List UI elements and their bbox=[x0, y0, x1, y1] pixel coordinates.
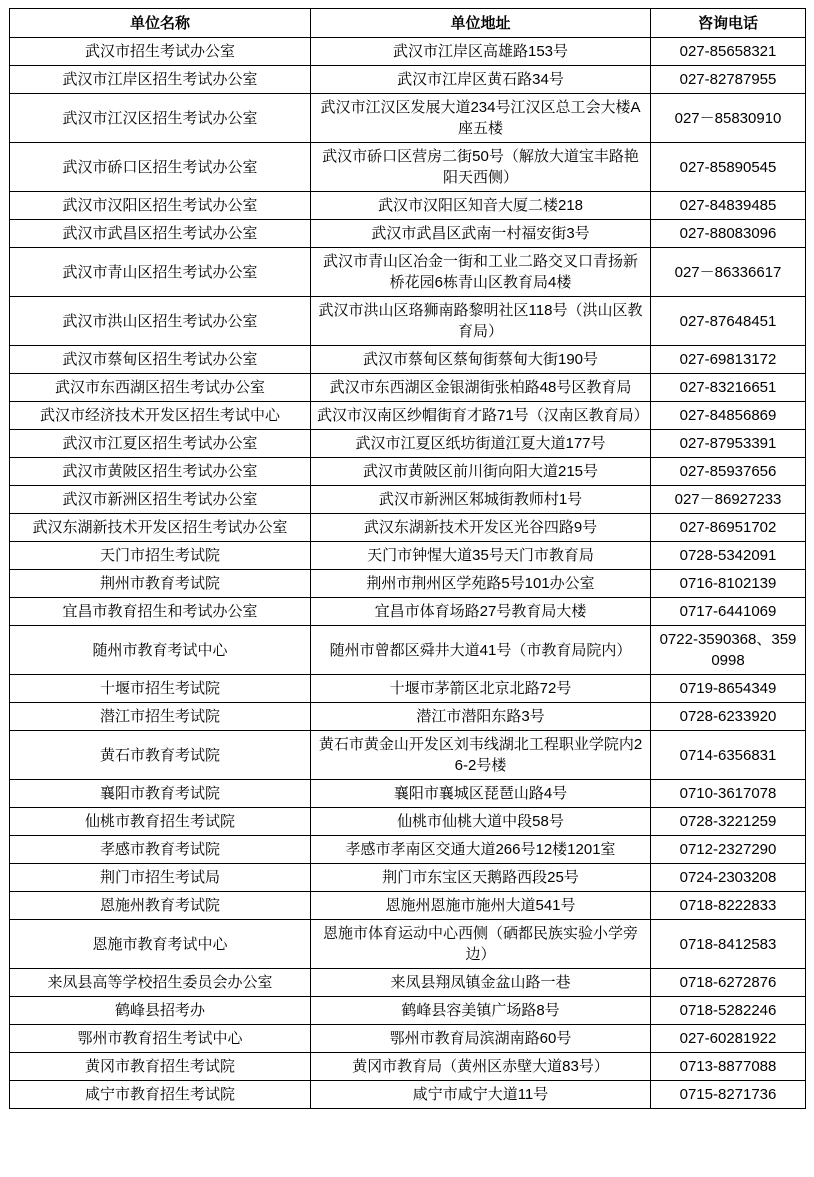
unit-name-cell: 武汉市汉阳区招生考试办公室 bbox=[10, 192, 311, 220]
unit-name-cell: 潜江市招生考试院 bbox=[10, 703, 311, 731]
unit-address-cell: 十堰市茅箭区北京北路72号 bbox=[311, 675, 651, 703]
table-row bbox=[10, 514, 806, 542]
phone-cell: 0728-6233920 bbox=[651, 703, 806, 731]
table-row bbox=[10, 143, 806, 192]
table-row bbox=[10, 66, 806, 94]
phone-cell: 0724-2303208 bbox=[651, 864, 806, 892]
phone-cell: 0718-8412583 bbox=[651, 920, 806, 969]
unit-name-cell: 襄阳市教育考试院 bbox=[10, 780, 311, 808]
table-row bbox=[10, 808, 806, 836]
phone-cell: 027-86951702 bbox=[651, 514, 806, 542]
unit-address-cell: 武汉市硚口区营房二街50号（解放大道宝丰路艳阳天西侧） bbox=[311, 143, 651, 192]
contact-table bbox=[9, 8, 806, 1109]
phone-cell: 0714-6356831 bbox=[651, 731, 806, 780]
phone-cell: 0719-8654349 bbox=[651, 675, 806, 703]
table-row bbox=[10, 1025, 806, 1053]
unit-name-cell: 武汉市经济技术开发区招生考试中心 bbox=[10, 402, 311, 430]
unit-name-cell: 黄石市教育考试院 bbox=[10, 731, 311, 780]
table-row bbox=[10, 94, 806, 143]
unit-name-cell: 武汉市黄陂区招生考试办公室 bbox=[10, 458, 311, 486]
phone-cell: 027－86336617 bbox=[651, 248, 806, 297]
unit-name-cell: 孝感市教育考试院 bbox=[10, 836, 311, 864]
table-row bbox=[10, 458, 806, 486]
phone-cell: 027-82787955 bbox=[651, 66, 806, 94]
unit-address-cell: 孝感市孝南区交通大道266号12楼1201室 bbox=[311, 836, 651, 864]
unit-address-cell: 来凤县翔凤镇金盆山路一巷 bbox=[311, 969, 651, 997]
table-row bbox=[10, 598, 806, 626]
phone-cell: 027-85658321 bbox=[651, 38, 806, 66]
phone-cell: 0718-6272876 bbox=[651, 969, 806, 997]
unit-address-cell: 宜昌市体育场路27号教育局大楼 bbox=[311, 598, 651, 626]
unit-address-cell: 荆州市荆州区学苑路5号101办公室 bbox=[311, 570, 651, 598]
phone-cell: 0722-3590368、3590998 bbox=[651, 626, 806, 675]
table-row bbox=[10, 570, 806, 598]
unit-address-cell: 天门市钟惺大道35号天门市教育局 bbox=[311, 542, 651, 570]
table-row bbox=[10, 486, 806, 514]
unit-address-cell: 武汉市汉南区纱帽街育才路71号（汉南区教育局） bbox=[311, 402, 651, 430]
header-unit-address: 单位地址 bbox=[311, 9, 651, 38]
table-header bbox=[10, 9, 806, 38]
unit-address-cell: 鹤峰县容美镇广场路8号 bbox=[311, 997, 651, 1025]
table-row bbox=[10, 626, 806, 675]
unit-address-cell: 武汉市黄陂区前川街向阳大道215号 bbox=[311, 458, 651, 486]
unit-address-cell: 武汉市青山区冶金一街和工业二路交叉口青扬新桥花园6栋青山区教育局4楼 bbox=[311, 248, 651, 297]
phone-cell: 027-84856869 bbox=[651, 402, 806, 430]
table-row bbox=[10, 1053, 806, 1081]
phone-cell: 027-87648451 bbox=[651, 297, 806, 346]
unit-name-cell: 天门市招生考试院 bbox=[10, 542, 311, 570]
unit-address-cell: 武汉市江岸区高雄路153号 bbox=[311, 38, 651, 66]
table-row bbox=[10, 969, 806, 997]
unit-name-cell: 来凤县高等学校招生委员会办公室 bbox=[10, 969, 311, 997]
table-row bbox=[10, 892, 806, 920]
unit-address-cell: 荆门市东宝区天鹅路西段25号 bbox=[311, 864, 651, 892]
phone-cell: 027－85830910 bbox=[651, 94, 806, 143]
phone-cell: 027-87953391 bbox=[651, 430, 806, 458]
phone-cell: 027-60281922 bbox=[651, 1025, 806, 1053]
phone-cell: 0712-2327290 bbox=[651, 836, 806, 864]
phone-cell: 027-85890545 bbox=[651, 143, 806, 192]
unit-address-cell: 咸宁市咸宁大道11号 bbox=[311, 1081, 651, 1109]
unit-name-cell: 鄂州市教育招生考试中心 bbox=[10, 1025, 311, 1053]
phone-cell: 027-85937656 bbox=[651, 458, 806, 486]
unit-address-cell: 随州市曾都区舜井大道41号（市教育局院内） bbox=[311, 626, 651, 675]
header-phone: 咨询电话 bbox=[651, 9, 806, 38]
unit-address-cell: 仙桃市仙桃大道中段58号 bbox=[311, 808, 651, 836]
table-row bbox=[10, 297, 806, 346]
unit-name-cell: 荆门市招生考试局 bbox=[10, 864, 311, 892]
table-row bbox=[10, 920, 806, 969]
header-unit-name: 单位名称 bbox=[10, 9, 311, 38]
phone-cell: 0716-8102139 bbox=[651, 570, 806, 598]
unit-name-cell: 武汉市武昌区招生考试办公室 bbox=[10, 220, 311, 248]
unit-address-cell: 鄂州市教育局滨湖南路60号 bbox=[311, 1025, 651, 1053]
unit-name-cell: 恩施州教育考试院 bbox=[10, 892, 311, 920]
unit-address-cell: 黄冈市教育局（黄州区赤壁大道83号） bbox=[311, 1053, 651, 1081]
unit-address-cell: 武汉市洪山区珞狮南路黎明社区118号（洪山区教育局） bbox=[311, 297, 651, 346]
unit-name-cell: 武汉市硚口区招生考试办公室 bbox=[10, 143, 311, 192]
phone-cell: 027-69813172 bbox=[651, 346, 806, 374]
unit-name-cell: 荆州市教育考试院 bbox=[10, 570, 311, 598]
phone-cell: 0710-3617078 bbox=[651, 780, 806, 808]
unit-name-cell: 武汉市江夏区招生考试办公室 bbox=[10, 430, 311, 458]
table-row bbox=[10, 864, 806, 892]
phone-cell: 0717-6441069 bbox=[651, 598, 806, 626]
unit-address-cell: 武汉市江汉区发展大道234号江汉区总工会大楼A座五楼 bbox=[311, 94, 651, 143]
table-row bbox=[10, 220, 806, 248]
unit-name-cell: 武汉市江汉区招生考试办公室 bbox=[10, 94, 311, 143]
unit-address-cell: 武汉市武昌区武南一村福安街3号 bbox=[311, 220, 651, 248]
unit-address-cell: 武汉市江岸区黄石路34号 bbox=[311, 66, 651, 94]
phone-cell: 0715-8271736 bbox=[651, 1081, 806, 1109]
unit-name-cell: 黄冈市教育招生考试院 bbox=[10, 1053, 311, 1081]
unit-name-cell: 武汉市蔡甸区招生考试办公室 bbox=[10, 346, 311, 374]
phone-cell: 0718-5282246 bbox=[651, 997, 806, 1025]
phone-cell: 0728-3221259 bbox=[651, 808, 806, 836]
phone-cell: 027-84839485 bbox=[651, 192, 806, 220]
unit-address-cell: 潜江市潜阳东路3号 bbox=[311, 703, 651, 731]
unit-name-cell: 武汉市新洲区招生考试办公室 bbox=[10, 486, 311, 514]
phone-cell: 0718-8222833 bbox=[651, 892, 806, 920]
table-row bbox=[10, 248, 806, 297]
table-row bbox=[10, 542, 806, 570]
table-row bbox=[10, 374, 806, 402]
phone-cell: 027-83216651 bbox=[651, 374, 806, 402]
unit-name-cell: 十堰市招生考试院 bbox=[10, 675, 311, 703]
table-row bbox=[10, 38, 806, 66]
phone-cell: 0713-8877088 bbox=[651, 1053, 806, 1081]
table-row bbox=[10, 402, 806, 430]
table-row bbox=[10, 430, 806, 458]
unit-name-cell: 武汉市东西湖区招生考试办公室 bbox=[10, 374, 311, 402]
table-body bbox=[10, 38, 806, 1109]
unit-address-cell: 武汉市蔡甸区蔡甸街蔡甸大街190号 bbox=[311, 346, 651, 374]
unit-address-cell: 黄石市黄金山开发区刘韦线湖北工程职业学院内26-2号楼 bbox=[311, 731, 651, 780]
phone-cell: 027-88083096 bbox=[651, 220, 806, 248]
table-row bbox=[10, 836, 806, 864]
header-row bbox=[10, 9, 806, 38]
unit-name-cell: 随州市教育考试中心 bbox=[10, 626, 311, 675]
phone-cell: 027－86927233 bbox=[651, 486, 806, 514]
unit-name-cell: 鹤峰县招考办 bbox=[10, 997, 311, 1025]
unit-name-cell: 恩施市教育考试中心 bbox=[10, 920, 311, 969]
unit-address-cell: 襄阳市襄城区琵琶山路4号 bbox=[311, 780, 651, 808]
unit-name-cell: 武汉市招生考试办公室 bbox=[10, 38, 311, 66]
unit-address-cell: 武汉市东西湖区金银湖街张柏路48号区教育局 bbox=[311, 374, 651, 402]
unit-name-cell: 武汉市江岸区招生考试办公室 bbox=[10, 66, 311, 94]
unit-address-cell: 武汉市江夏区纸坊街道江夏大道177号 bbox=[311, 430, 651, 458]
unit-address-cell: 武汉市汉阳区知音大厦二楼218 bbox=[311, 192, 651, 220]
table-row bbox=[10, 675, 806, 703]
unit-name-cell: 武汉市洪山区招生考试办公室 bbox=[10, 297, 311, 346]
unit-name-cell: 武汉东湖新技术开发区招生考试办公室 bbox=[10, 514, 311, 542]
table-row bbox=[10, 1081, 806, 1109]
phone-cell: 0728-5342091 bbox=[651, 542, 806, 570]
table-row bbox=[10, 192, 806, 220]
unit-name-cell: 武汉市青山区招生考试办公室 bbox=[10, 248, 311, 297]
unit-address-cell: 武汉东湖新技术开发区光谷四路9号 bbox=[311, 514, 651, 542]
table-row bbox=[10, 703, 806, 731]
unit-address-cell: 恩施市体育运动中心西侧（硒都民族实验小学旁边） bbox=[311, 920, 651, 969]
table-row bbox=[10, 997, 806, 1025]
unit-name-cell: 宜昌市教育招生和考试办公室 bbox=[10, 598, 311, 626]
table-row bbox=[10, 346, 806, 374]
unit-address-cell: 恩施州恩施市施州大道541号 bbox=[311, 892, 651, 920]
unit-name-cell: 仙桃市教育招生考试院 bbox=[10, 808, 311, 836]
unit-address-cell: 武汉市新洲区邾城街教师村1号 bbox=[311, 486, 651, 514]
table-row bbox=[10, 731, 806, 780]
table-row bbox=[10, 780, 806, 808]
unit-name-cell: 咸宁市教育招生考试院 bbox=[10, 1081, 311, 1109]
